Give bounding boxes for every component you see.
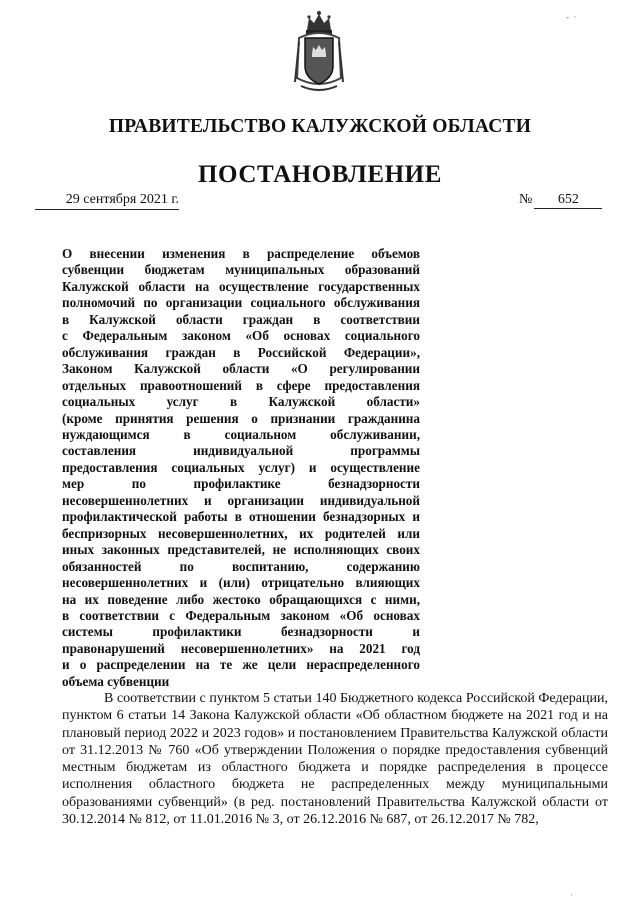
subject-line: объема субвенции (62, 673, 170, 689)
subject-line: обслуживания граждан в Российской Федерации», (62, 344, 420, 360)
subject-line: социальных услуг в Калужской области» (62, 394, 420, 410)
subject-line: нуждающимся в социальном обслуживании, (62, 426, 420, 442)
number-value: 652 (534, 191, 602, 209)
subject-line: мер по профилактике безнадзорности (62, 476, 420, 492)
subject-line: обязанностей по воспитанию, содержанию (62, 558, 420, 574)
subject-line: с Федеральным законом «Об основах социального (62, 328, 420, 344)
scan-mark: · (570, 890, 573, 900)
document-date: 29 сентября 2021 г. (35, 191, 179, 210)
subject-line: предоставления социальных услуг) и осуществление (62, 459, 420, 475)
subject-line: О внесении изменения в распределение объемов (62, 246, 420, 261)
government-name: ПРАВИТЕЛЬСТВО КАЛУЖСКОЙ ОБЛАСТИ (108, 116, 532, 137)
subject-line: в Калужской области граждан в соответствии (62, 311, 420, 327)
subject-line: на их поведение либо жестоко обращающихся с ними, (62, 591, 420, 607)
subject-line: отдельных правоотношений в сфере предоставления (62, 377, 420, 393)
subject-line: несовершеннолетних и организации индивидуальной (62, 492, 420, 508)
subject-line: в соответствии с Федеральным законом «Об основах (62, 607, 420, 623)
subject-line: (кроме принятия решения о признании гражданина (62, 410, 420, 426)
subject-line: субвенции бюджетам муниципальных образований (62, 262, 420, 278)
document-number (519, 191, 602, 209)
document-type: ПОСТАНОВЛЕНИЕ (197, 161, 443, 188)
subject-line: беспризорных несовершеннолетних, их родителей или (62, 525, 420, 541)
subject-line: Калужской области на осуществление государственных (62, 278, 420, 294)
subject-line: Законом Калужской области «О регулировании (62, 361, 420, 377)
subject-line: составления индивидуальной программы (62, 443, 420, 459)
subject-line: правонарушений несовершеннолетних» на 2021 год (62, 640, 420, 656)
number-label: № (519, 192, 533, 207)
document-subject (62, 246, 420, 690)
kaluga-coat-of-arms-icon (291, 8, 347, 96)
subject-line: и о распределении на те же цели нераспределенного (62, 657, 420, 673)
body-paragraph: В соответствии с пунктом 5 статьи 140 Бюджетного кодекса Российской Федерации, пунктом 6 статьи 14 Закона Калужской области «Об областном бюджете на 2021 год и на плановый период 2022 и 2023 годов» и постановлением Правительства Калужской области от 31.12.2013 № 760 «Об утверждении Положения о порядке предоставления субвенций местным бюджетам из областного бюджета и порядке распределения в процессе исполнения областного бюджета не распределенных между муниципальными образованиями субвенций» (в ред. постановлений Правительства Калужской области от 30.12.2014 № 812, от 11.01.2016 № 3, от 26.12.2016 № 687, от 26.12.2017 № 782, (62, 691, 608, 828)
subject-line: системы профилактики безнадзорности и (62, 624, 420, 640)
subject-line: полномочий по организации социального обслуживания (62, 295, 420, 311)
scan-mark: - · (566, 12, 577, 22)
subject-line: несовершеннолетних и (или) отрицательно влияющих (62, 575, 420, 591)
subject-line: иных законных представителей, не исполняющих своих (62, 542, 420, 558)
subject-line: профилактической работы в отношении безнадзорных и (62, 509, 420, 525)
